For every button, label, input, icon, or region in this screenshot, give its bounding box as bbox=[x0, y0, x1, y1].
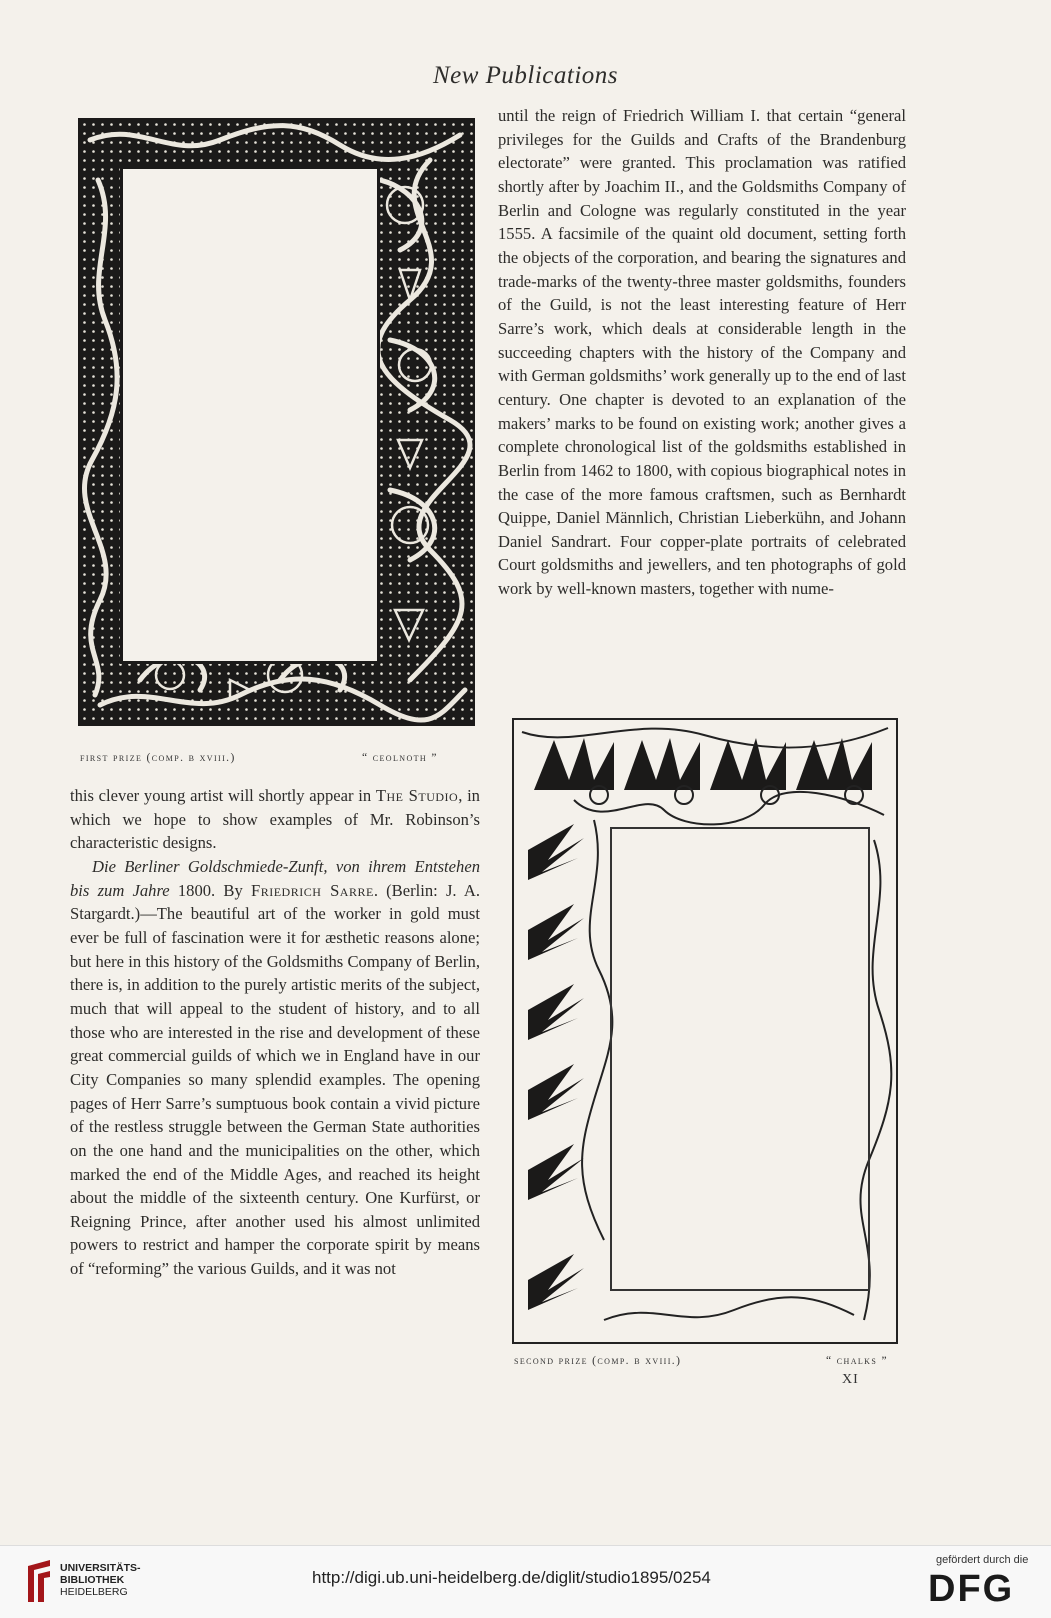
paragraph-artist-note bbox=[70, 784, 480, 855]
figure-caption-chalks: “ chalks ” bbox=[826, 1355, 888, 1367]
paragraph-continued: until the reign of Friedrich William I. that certain “general privileges for the Guilds and Crafts of the Brandenburg electorate” were granted. This proclamation was ratified shortly after by Joachim II., and the Goldsmiths Company of Berlin and Cologne was regularly constituted in the year 1555. A facsimile of the quaint old document, setting forth the objects of the corporation, and bearing the signatures and trade-marks of the twenty-three master goldsmiths, founders of the Guild, is not the least interesting feature of Herr Sarre’s work, which deals at considerable length in the succeeding chapters with the history of the Company and with German goldsmiths’ work generally up to the end of last century. One chapter is devoted to an explanation of the makers’ marks to be found on existing work; another gives a complete chronological list of the goldsmiths established in Berlin from 1462 to 1800, with copious biographical notes in the case of the more famous craftsmen, such as Bernhardt Quippe, Daniel Männlich, Christian Lieberkühn, and Johann Daniel Sandrart. Four copper-plate portraits of celebrated Court goldsmiths and jewellers, and ten photographs of gold work by well-known masters, together with nume- bbox=[498, 106, 906, 599]
right-column-text bbox=[498, 104, 906, 601]
book-author: Friedrich Sarre bbox=[250, 880, 374, 900]
digital-library-footer bbox=[0, 1545, 1051, 1618]
left-column-text bbox=[70, 784, 480, 1281]
library-name-line2: BIBLIOTHEK bbox=[60, 1574, 125, 1586]
blank-frame-panel-2 bbox=[610, 827, 870, 1291]
ornamental-frame-illustration-second-prize bbox=[512, 718, 898, 1344]
library-name bbox=[60, 1562, 141, 1598]
running-header: New Publications bbox=[432, 62, 619, 89]
library-name-line1: UNIVERSITÄTS- bbox=[60, 1562, 141, 1574]
book-review-body: . (Berlin: J. A. Stargardt.)—The beautiful art of the worker in gold must ever be full of fascination were it for æsthetic reasons alone; but here in this history of the Goldsmiths Company of Berlin, there is, in addition to the purely artistic merits of the subject, much that will appeal to the student of history, and to all those who are interested in the rise and development of these great commercial guilds of which we in England have in our City Companies so many splendid examples. The opening pages of Herr Sarre’s sumptuous book contain a vivid picture of the restless struggle between the German State authorities on the one hand and the municipalities on the other, which marked the end of the Middle Ages, and reached its height about the middle of the sixteenth century. One Kurfürst, or Reigning Prince, after another used his almost unlimited powers to restrict and hamper the corporate spirit by means of “reforming” the various Guilds, and it was not bbox=[70, 880, 480, 1279]
figure-caption-ceolnoth: “ ceolnoth ” bbox=[362, 752, 438, 764]
library-name-line3: HEIDELBERG bbox=[60, 1586, 128, 1598]
permalink-url[interactable]: http://digi.ub.uni-heidelberg.de/diglit/studio1895/0254 bbox=[312, 1568, 711, 1587]
funding-label: gefördert durch die bbox=[936, 1554, 1029, 1566]
book-year: 1800. By bbox=[169, 880, 251, 900]
page-number: XI bbox=[842, 1372, 859, 1387]
dfg-logo: DFG bbox=[928, 1568, 1015, 1610]
figure-caption-second-prize: second prize (comp. b xviii.) bbox=[514, 1355, 682, 1367]
paragraph-artist-note-end: , in which we hope to show examples of Mr. Robinson’s characteristic designs. bbox=[70, 786, 480, 853]
book-title: Die Berliner Goldschmiede-Zunft, von ihrem Entstehen bis zum Jahre bbox=[70, 856, 480, 900]
studio-magazine-name: The Studio bbox=[375, 786, 459, 805]
paragraph-book-review bbox=[70, 855, 480, 1281]
blank-frame-panel bbox=[120, 166, 380, 664]
ornamental-frame-illustration-first-prize bbox=[78, 118, 475, 726]
university-library-logo-icon bbox=[24, 1556, 54, 1606]
figure-caption-first-prize: first prize (comp. b xviii.) bbox=[80, 752, 236, 764]
paragraph-artist-note-start: this clever young artist will shortly appear in bbox=[70, 786, 376, 805]
